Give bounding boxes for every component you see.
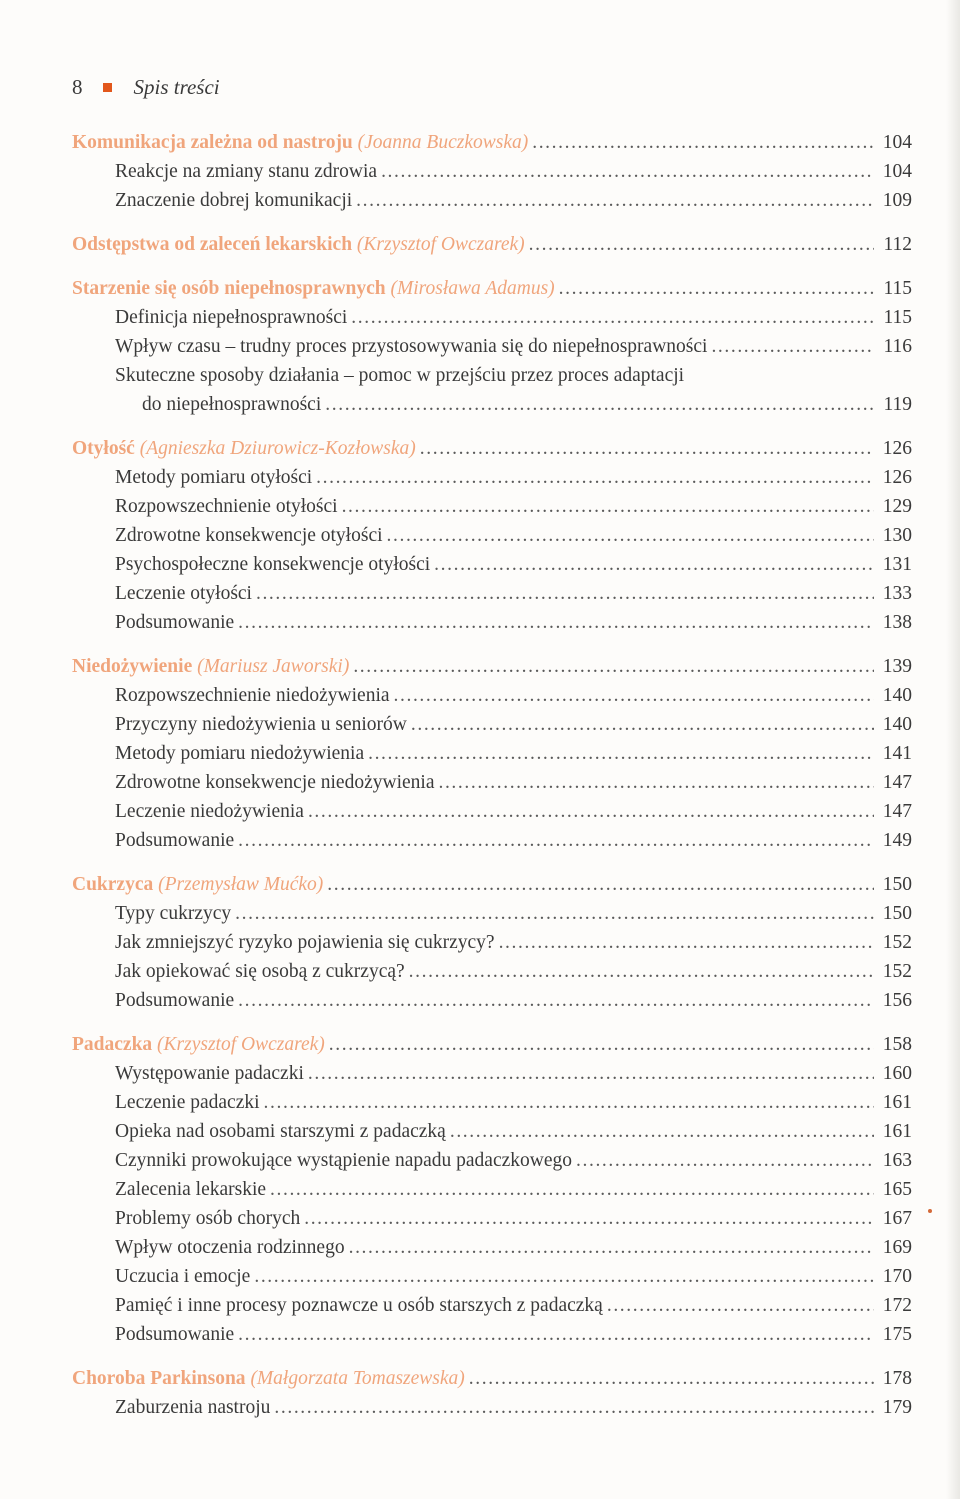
dot-leader [238, 1320, 874, 1349]
toc-chapter-otylosc[interactable] [72, 434, 912, 463]
page-ref: 130 [882, 525, 912, 546]
dot-leader [381, 157, 874, 186]
page-ref: 115 [883, 307, 912, 328]
item-title: Typy cukrzycy [115, 903, 232, 924]
toc-item[interactable] [72, 710, 912, 739]
chapter-author: (Joanna Buczkowska) [357, 132, 529, 153]
item-title: Metody pomiaru otyłości [115, 467, 313, 488]
chapter-title: Niedożywienie [72, 656, 193, 677]
toc-item[interactable] [72, 826, 912, 855]
item-title: Występowanie padaczki [115, 1063, 304, 1084]
toc-item[interactable] [72, 681, 912, 710]
toc-item[interactable] [72, 1393, 912, 1422]
dot-leader [238, 826, 874, 855]
item-title: Psychospołeczne konsekwencje otyłości [115, 554, 431, 575]
dot-leader [438, 768, 874, 797]
dot-leader [308, 1059, 874, 1088]
toc-item[interactable] [72, 1291, 912, 1320]
toc-chapter-parkinson[interactable] [72, 1364, 912, 1393]
header-title: Spis treści [133, 74, 220, 99]
dot-leader [559, 274, 874, 303]
toc-item[interactable] [72, 463, 912, 492]
item-title: Leczenie otyłości [115, 583, 252, 604]
table-of-contents [72, 128, 912, 1422]
dot-leader [607, 1291, 874, 1320]
item-title: Zdrowotne konsekwencje otyłości [115, 525, 383, 546]
toc-item[interactable] [72, 739, 912, 768]
page-ref: 156 [882, 990, 912, 1011]
page-ref: 172 [882, 1295, 912, 1316]
item-title: do niepełnosprawności [142, 394, 322, 415]
item-title: Zalecenia lekarskie [115, 1179, 267, 1200]
item-title: Metody pomiaru niedożywienia [115, 743, 365, 764]
chapter-title: Komunikacja zależna od nastroju [72, 132, 353, 153]
dot-leader [349, 1233, 874, 1262]
ink-speck [928, 1209, 932, 1213]
dot-leader [532, 128, 874, 157]
dot-leader [329, 1030, 874, 1059]
page-ref: 158 [882, 1034, 912, 1055]
chapter-title: Cukrzyca [72, 874, 154, 895]
dot-leader [394, 681, 874, 710]
toc-chapter-starzenie[interactable] [72, 274, 912, 303]
header-square-icon [103, 83, 112, 92]
dot-leader [327, 870, 874, 899]
toc-item[interactable] [72, 1204, 912, 1233]
item-title: Wpływ otoczenia rodzinnego [115, 1237, 345, 1258]
item-title: Podsumowanie [115, 990, 235, 1011]
item-title: Jak opiekować się osobą z cukrzycą? [115, 961, 405, 982]
page-ref: 149 [882, 830, 912, 851]
page-ref: 126 [882, 467, 912, 488]
chapter-author: (Mirosława Adamus) [390, 278, 555, 299]
chapter-title: Otyłość [72, 438, 135, 459]
chapter-author: (Agnieszka Dziurowicz-Kozłowska) [139, 438, 416, 459]
page-ref: 163 [882, 1150, 912, 1171]
page-ref: 161 [882, 1092, 912, 1113]
running-header [72, 72, 220, 102]
toc-chapter-padaczka[interactable] [72, 1030, 912, 1059]
item-title: Opieka nad osobami starszymi z padaczką [115, 1121, 446, 1142]
item-title: Podsumowanie [115, 830, 235, 851]
page-ref: 141 [882, 743, 912, 764]
page-ref: 170 [882, 1266, 912, 1287]
dot-leader [529, 230, 874, 259]
item-title: Czynniki prowokujące wystąpienie napadu padaczkowego [115, 1150, 573, 1171]
chapter-title: Starzenie się osób niepełnosprawnych [72, 278, 386, 299]
dot-leader [304, 1204, 874, 1233]
item-title: Leczenie niedożywienia [115, 801, 304, 822]
chapter-author: (Krzysztof Owczarek) [157, 1034, 325, 1055]
toc-item[interactable] [72, 957, 912, 986]
toc-item[interactable] [72, 303, 912, 332]
toc-item[interactable] [72, 1059, 912, 1088]
page-ref: 152 [882, 932, 912, 953]
item-title: Podsumowanie [115, 612, 235, 633]
page-ref: 179 [882, 1397, 912, 1418]
dot-leader [499, 928, 874, 957]
dot-leader [434, 550, 874, 579]
page-ref: 116 [883, 336, 912, 357]
dot-leader [387, 521, 874, 550]
item-title: Pamięć i inne procesy poznawcze u osób starszych z padaczką [115, 1295, 603, 1316]
toc-item[interactable] [72, 1117, 912, 1146]
dot-leader [353, 652, 874, 681]
chapter-author: (Mariusz Jaworski) [197, 656, 350, 677]
chapter-title: Padaczka [72, 1034, 153, 1055]
toc-item[interactable] [72, 1320, 912, 1349]
toc-item[interactable] [72, 1262, 912, 1291]
page-ref: 112 [883, 234, 912, 255]
dot-leader [711, 332, 874, 361]
dot-leader [308, 797, 874, 826]
page-ref: 126 [882, 438, 912, 459]
page-ref: 175 [882, 1324, 912, 1345]
item-title: Reakcje na zmiany stanu zdrowia [115, 161, 378, 182]
item-title: Zaburzenia nastroju [115, 1397, 271, 1418]
chapter-author: (Przemysław Mućko) [158, 874, 324, 895]
chapter-author: (Krzysztof Owczarek) [356, 234, 525, 255]
page-ref: 131 [882, 554, 912, 575]
page-ref: 178 [882, 1368, 912, 1389]
dot-leader [325, 390, 874, 419]
toc-item-line2[interactable] [72, 390, 912, 419]
page-ref: 138 [882, 612, 912, 633]
page-ref: 167 [882, 1208, 912, 1229]
item-title: Znaczenie dobrej komunikacji [115, 190, 353, 211]
item-title: Definicja niepełnosprawności [115, 307, 348, 328]
chapter-title: Odstępstwa od zaleceń lekarskich [72, 234, 353, 255]
toc-chapter-komunikacja[interactable] [72, 128, 912, 157]
page-number: 8 [72, 74, 83, 99]
toc-item[interactable] [72, 492, 912, 521]
toc-chapter-niedozywienie[interactable] [72, 652, 912, 681]
toc-item[interactable] [72, 332, 912, 361]
dot-leader [351, 303, 874, 332]
page-ref: 150 [882, 903, 912, 924]
page-ref: 161 [882, 1121, 912, 1142]
page-ref: 165 [882, 1179, 912, 1200]
chapter-title: Choroba Parkinsona [72, 1368, 246, 1389]
dot-leader [274, 1393, 874, 1422]
dot-leader [576, 1146, 874, 1175]
page-edge-shadow [946, 0, 960, 1499]
page-ref: 169 [882, 1237, 912, 1258]
item-title: Wpływ czasu – trudny proces przystosowywania się do niepełnosprawności [115, 336, 708, 357]
item-title: Uczucia i emocje [115, 1266, 251, 1287]
page-ref: 109 [882, 190, 912, 211]
page-ref: 152 [882, 961, 912, 982]
dot-leader [450, 1117, 874, 1146]
page-ref: 115 [883, 278, 912, 299]
dot-leader [420, 434, 874, 463]
chapter-author: (Małgorzata Tomaszewska) [250, 1368, 465, 1389]
page-ref: 140 [882, 714, 912, 735]
toc-item[interactable] [72, 1146, 912, 1175]
toc-item[interactable] [72, 986, 912, 1015]
page-ref: 139 [882, 656, 912, 677]
page-ref: 150 [882, 874, 912, 895]
item-title: Problemy osób chorych [115, 1208, 301, 1229]
page-ref: 104 [882, 161, 912, 182]
dot-leader [368, 739, 874, 768]
toc-item[interactable] [72, 579, 912, 608]
toc-item[interactable] [72, 186, 912, 215]
item-title: Jak zmniejszyć ryzyko pojawienia się cukrzycy? [115, 932, 495, 953]
toc-chapter-odstepstwa[interactable] [72, 230, 912, 259]
page-ref: 129 [882, 496, 912, 517]
page-ref: 147 [882, 801, 912, 822]
page-ref: 160 [882, 1063, 912, 1084]
dot-leader [264, 1088, 874, 1117]
item-title: Rozpowszechnienie otyłości [115, 496, 338, 517]
toc-item[interactable] [72, 521, 912, 550]
item-title: Zdrowotne konsekwencje niedożywienia [115, 772, 435, 793]
toc-item[interactable] [72, 1175, 912, 1204]
item-title: Przyczyny niedożywienia u seniorów [115, 714, 407, 735]
toc-item[interactable] [72, 157, 912, 186]
item-title: Podsumowanie [115, 1324, 235, 1345]
dot-leader [270, 1175, 874, 1204]
toc-item[interactable] [72, 899, 912, 928]
item-title: Leczenie padaczki [115, 1092, 260, 1113]
dot-leader [409, 957, 874, 986]
toc-item[interactable] [72, 1088, 912, 1117]
page-ref: 104 [882, 132, 912, 153]
page-ref: 140 [882, 685, 912, 706]
dot-leader [256, 579, 874, 608]
dot-leader [469, 1364, 874, 1393]
dot-leader [238, 986, 874, 1015]
toc-item[interactable] [72, 608, 912, 637]
page-ref: 119 [883, 394, 912, 415]
dot-leader [411, 710, 874, 739]
dot-leader [235, 899, 874, 928]
item-title: Rozpowszechnienie niedożywienia [115, 685, 390, 706]
toc-item[interactable] [72, 1233, 912, 1262]
toc-chapter-cukrzyca[interactable] [72, 870, 912, 899]
toc-item-line1[interactable]: Skuteczne sposoby działania – pomoc w przejściu przez proces adaptacji [115, 365, 685, 386]
dot-leader [342, 492, 874, 521]
toc-item[interactable] [72, 928, 912, 957]
toc-item[interactable] [72, 550, 912, 579]
dot-leader [316, 463, 874, 492]
dot-leader [254, 1262, 874, 1291]
page-ref: 147 [882, 772, 912, 793]
toc-item[interactable] [72, 768, 912, 797]
dot-leader [238, 608, 874, 637]
toc-item[interactable] [72, 797, 912, 826]
page-ref: 133 [882, 583, 912, 604]
dot-leader [356, 186, 874, 215]
